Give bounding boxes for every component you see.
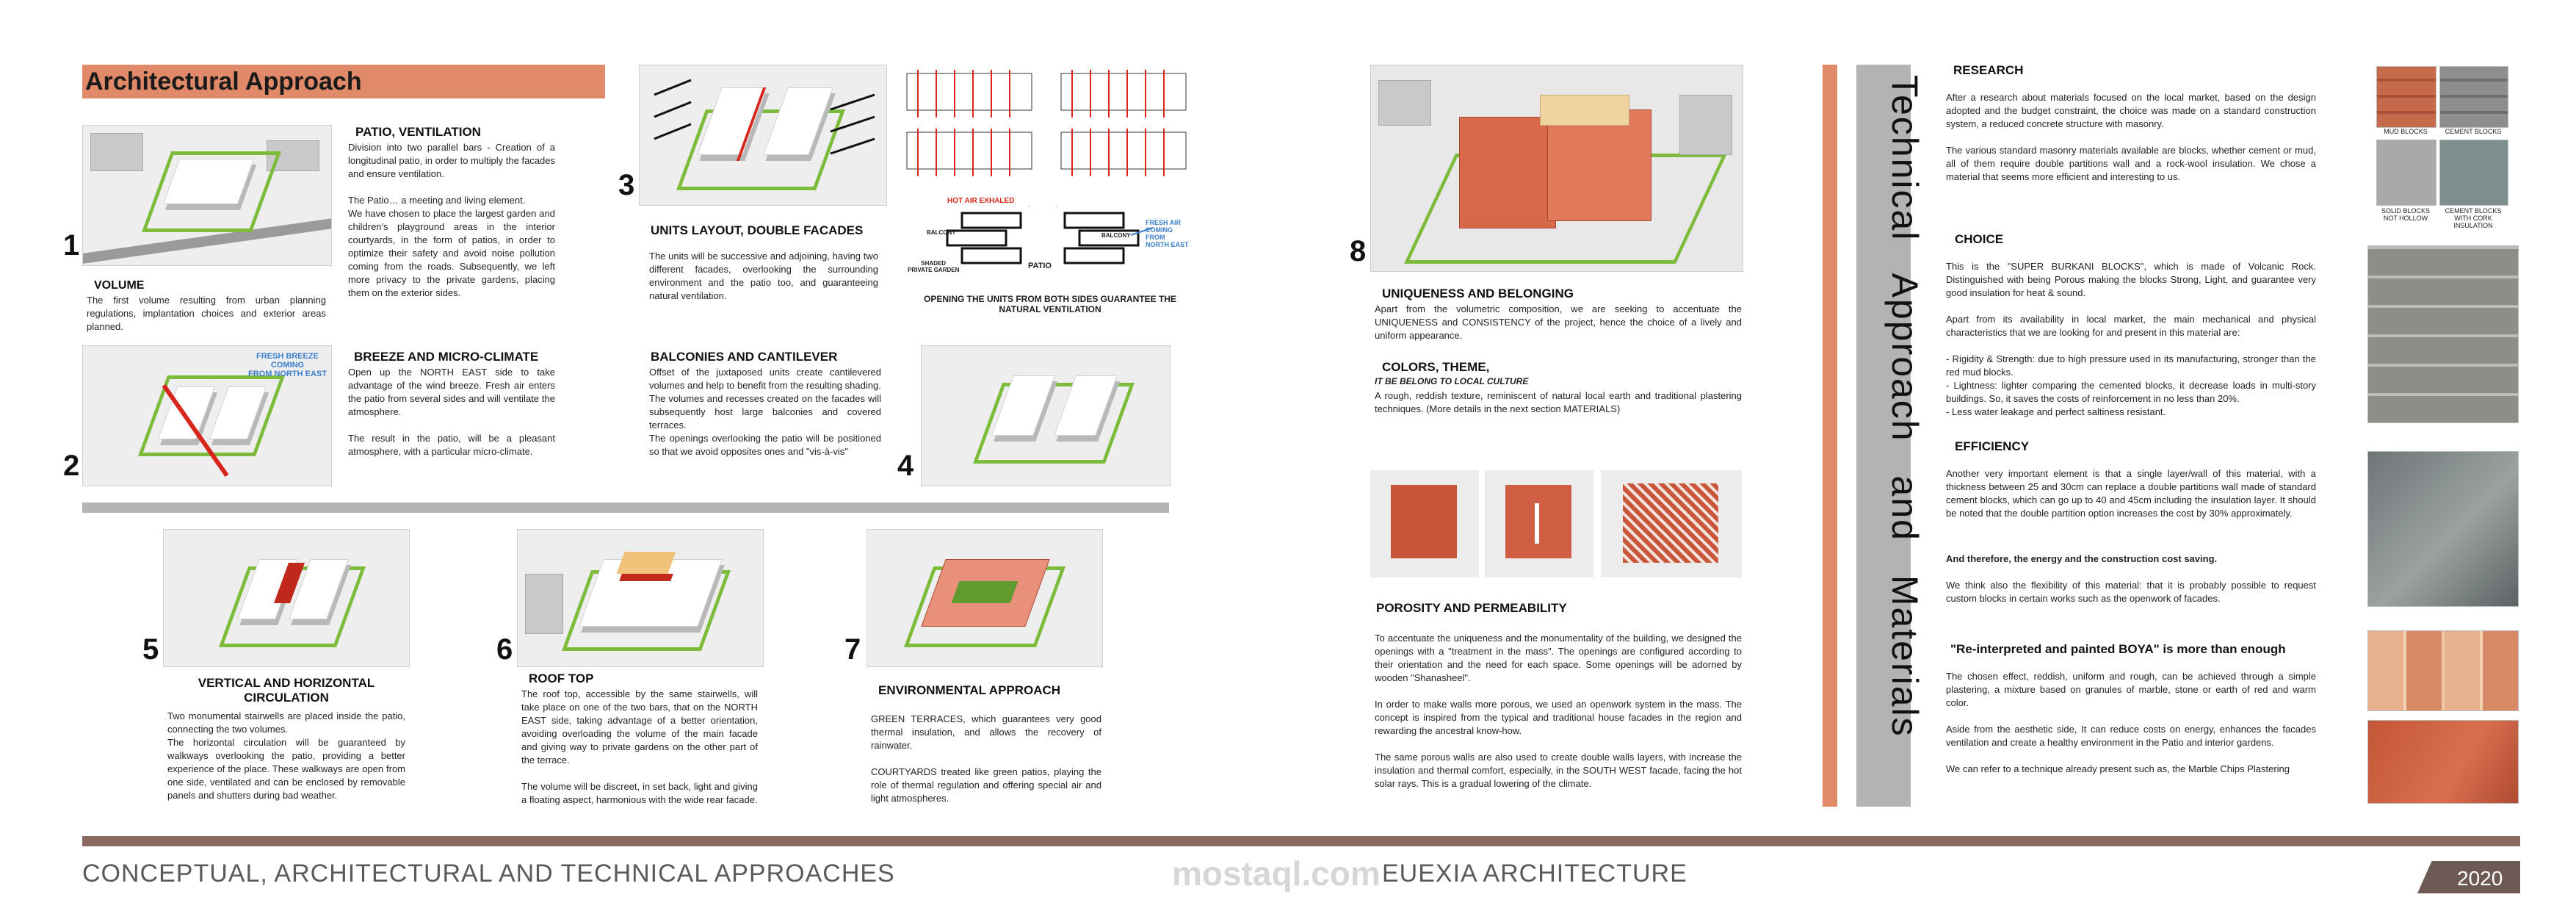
section-number-7: 7 — [844, 633, 861, 666]
photo-burkani-blocks-stack — [2367, 245, 2519, 423]
text-research: After a research about materials focused on the local market, based on the design adopted and the budget constraint, the choice was made on a standard construction system, a reduced concrete structure with masonry. The various standard masonry materials available are blocks, whether cement or mud, all of them require double partitions wall and a rock-wool insulation. We chose a material that seems more efficient and interesting to us. — [1946, 92, 2316, 182]
heading-uniqueness: UNIQUENESS AND BELONGING — [1382, 287, 1574, 300]
text-units-layout: The units will be successive and adjoining, having two different facades, overlooking the surrounding environment and the patio too, and guaranteeing natural ventilation. — [649, 251, 878, 301]
diagram-units-layout — [639, 65, 887, 206]
text-uniqueness: Apart from the volumetric composition, we are seeking to accentuate the UNIQUENESS and CONSISTENCY of the project, hence the choice of a lively and uniform appearance. — [1375, 303, 1742, 341]
heading-boya: "Re-interpreted and painted BOYA" is more than enough — [1950, 642, 2286, 656]
render-uniqueness — [1370, 65, 1743, 272]
diagram-roof-top — [517, 529, 764, 667]
text-balconies: Offset of the juxtaposed units create cantilevered volumes and help to benefit from the resulting shading. The volumes and recesses created on the facades will subsequently host large balconies and covered terraces. The openings overlooking the patio will be positioned so that we avoid opposites ones and "vis-à-vis" — [649, 367, 881, 457]
text-circulation: Two monumental stairwells are placed inside the patio, connecting the two volumes. The horizontal circulation will be guaranteed by walkways overlooking the patio, providing a better experience of the place. These walkways are open from one side, ventilated and can be enclosed by removable panels and shutters during bad weather. — [167, 710, 405, 801]
heading-patio-ventilation: PATIO, VENTILATION — [355, 125, 481, 139]
footer-year: 2020 — [2457, 867, 2503, 890]
photo-solid-blocks — [2376, 140, 2436, 206]
breeze-label: FRESH BREEZE COMING FROM NORTH EAST — [248, 352, 327, 378]
heading-environmental: ENVIRONMENTAL APPROACH — [878, 683, 1061, 697]
heading-volume: VOLUME — [94, 279, 145, 292]
diagram-volume — [82, 125, 332, 266]
heading-breeze: BREEZE AND MICRO-CLIMATE — [354, 350, 539, 364]
photo-plaster-samples — [2367, 630, 2519, 711]
text-choice: This is the "SUPER BURKANI BLOCKS", which is made of Volcanic Rock. Distinguished with being Porous making the blocks Strong, Light, and guarantee very good insulation for heat & sound. Apart from its availability in local market, the main mechanical and physical characteristics that we are looking for and present in this material are: - Rigidity & Strength: due to high pressure used in its manufacturing, stronger than the red mud blocks. - Lightness: lighter comparing the cemented blocks, it decrease loads in multi-story buildings. So, it saves the costs of reinforcement in no less than 20%. - Less water leakage and perfect saltiness resistant. — [1946, 261, 2316, 417]
diagram-circulation — [163, 529, 410, 667]
watermark: mostaql.com — [1172, 854, 1381, 893]
heading-porosity: POROSITY AND PERMEABILITY — [1376, 601, 1567, 615]
heading-balconies: BALCONIES AND CANTILEVER — [651, 350, 838, 364]
fresh-air-label: FRESH AIR COMING FROM NORTH EAST — [1146, 219, 1189, 248]
section-number-4: 4 — [897, 450, 914, 482]
diagram-balconies — [921, 345, 1171, 486]
page-title: Architectural Approach — [85, 68, 362, 96]
patio-label: PATIO — [1028, 262, 1052, 270]
text-efficiency-bold: And therefore, the energy and the construction cost saving. — [1946, 553, 2218, 564]
footer-left-title: CONCEPTUAL, ARCHITECTURAL AND TECHNICAL APPROACHES — [82, 860, 895, 887]
heading-choice: CHOICE — [1955, 232, 2004, 246]
text-efficiency-flex: We think also the flexibility of this material: that it is probably possible to request custom blocks in certain works such as the openwork of facades. — [1946, 580, 2316, 604]
accent-stripe — [1823, 65, 1837, 807]
section-divider — [82, 503, 1169, 513]
balcony-label-right: BALCONY — [1101, 232, 1131, 239]
footer-bar — [82, 836, 2520, 846]
heading-roof-top: ROOF TOP — [529, 671, 594, 685]
caption-solid-blocks: SOLID BLOCKS NOT HOLLOW — [2381, 207, 2431, 222]
diagram-environmental — [866, 529, 1103, 667]
wall-sample-openwork — [1601, 470, 1742, 577]
text-roof-top: The roof top, accessible by the same stairwells, will take place on one of the two bars, that on the NORTH EAST side, taking advantage of a better orientation, avoiding overloading the volume of the main facade and giving way to private gardens on the other part of the terrace. The volume will be discreet, in set back, light and giving a floating aspect, harmonious with the wide rear facade. — [521, 688, 758, 805]
diagram-breeze — [82, 345, 332, 486]
ventilation-caption: OPENING THE UNITS FROM BOTH SIDES GUARANTEE THE NATURAL VENTILATION — [923, 294, 1176, 314]
text-colors: A rough, reddish texture, reminiscent of natural local earth and traditional plastering techniques. (More details in the next section MATERIALS) — [1375, 390, 1742, 414]
photo-plaster-texture — [2367, 720, 2519, 804]
section-number-5: 5 — [142, 633, 159, 666]
photo-mud-blocks — [2376, 66, 2436, 128]
photo-burkani-block-detail — [2367, 451, 2519, 607]
heading-research: RESEARCH — [1953, 63, 2024, 77]
subheading-colors: IT BE BELONG TO LOCAL CULTURE — [1375, 376, 1529, 386]
section-number-3: 3 — [618, 169, 635, 201]
ventilation-schematic — [903, 66, 1197, 184]
heading-colors: COLORS, THEME, — [1382, 360, 1490, 374]
photo-cement-blocks — [2439, 66, 2508, 128]
wall-sample-opening — [1485, 470, 1593, 577]
text-environmental: GREEN TERRACES, which guarantees very good thermal insulation, and allows the recovery of rainwater. COURTYARDS treated like green patios, playing the role of thermal regulation and offering special air and light atmospheres. — [871, 713, 1101, 804]
text-porosity: To accentuate the uniqueness and the monumentality of the building, we designed the openings with a "treatment in the mass". The openings are configured according to their orientation and the need for each space. Some openings will be adorned by wooden "Shanasheel". In order to make walls more porous, we used an openwork system in the mass. The concept is inspired from the typical and traditional house facades in the region and rewarding the ancestral know-how. The same porous walls are also used to create double walls layers, with increase the insulation and thermal comfort, especially, in the SOUTH WEST facade, facing the hot solar rays. This is a gradual lowering of the climate. — [1375, 633, 1742, 789]
heading-units-layout: UNITS LAYOUT, DOUBLE FACADES — [651, 223, 864, 237]
text-breeze: Open up the NORTH EAST side to take advantage of the wind breeze. Fresh air enters the patio from several sides and will ventilate the atmosphere. The result in the patio, will be a pleasant atmosphere, with a particular micro-climate. — [348, 367, 555, 457]
text-boya: The chosen effect, reddish, uniform and rough, can be achieved through a simple plastering, a mixture based on granules of marble, stone or earth of red and warm color. Aside from the aesthetic side, It can reduce costs on energy, enhances the facades ventilation and create a healthy environment in the Patio and interior gardens. We can refer to a technique already present such as, the Marble Chips Plastering — [1946, 671, 2316, 774]
vertical-title: Technical Approach and Materials — [1884, 75, 1925, 738]
balcony-label-left: BALCONY — [927, 229, 956, 236]
wall-sample-solid — [1370, 470, 1479, 577]
footer-right-title: EUEXIA ARCHITECTURE — [1382, 860, 1687, 887]
caption-mud-blocks: MUD BLOCKS — [2384, 128, 2428, 135]
text-patio-ventilation: Division into two parallel bars - Creation of a longitudinal patio, in order to multiply the facades and ensure ventilation. The Patio… a meeting and living element. We have chosen to place the largest garden and children's playground areas in the interior courtyards, in the form of patios, in order to optimize their safety and avoid noise pollution coming from the roads. Subsequently, we left more privacy to the private gardens, placing them on the exterior sides. — [348, 142, 555, 298]
airflow-arrows — [640, 65, 886, 205]
photo-cork-blocks — [2439, 140, 2508, 206]
shaded-garden-label: SHADED PRIVATE GARDEN — [908, 260, 960, 273]
units-section-schematic — [918, 206, 1168, 287]
heading-efficiency: EFFICIENCY — [1955, 439, 2030, 453]
caption-cork-blocks: CEMENT BLOCKS WITH CORK INSULATION — [2445, 207, 2502, 229]
hot-air-label: HOT AIR EXHALED — [947, 197, 1015, 205]
text-volume: The first volume resulting from urban planning regulations, implantation choices and exterior areas planned. — [87, 295, 326, 332]
section-number-6: 6 — [496, 633, 513, 666]
section-number-8: 8 — [1350, 235, 1367, 267]
heading-circulation: VERTICAL AND HORIZONTAL CIRCULATION — [198, 676, 375, 705]
text-efficiency: Another very important element is that a single layer/wall of this material, with a thickness between 25 and 30cm can replace a double partitions wall made of standard cement blocks, which can go up to 40 and 45cm including the insulation layer. It should be noted that the double partition option increases the cost by 30% approximately. — [1946, 468, 2316, 519]
caption-cement-blocks: CEMENT BLOCKS — [2445, 128, 2502, 135]
section-number-2: 2 — [63, 450, 80, 482]
section-number-1: 1 — [63, 229, 80, 262]
